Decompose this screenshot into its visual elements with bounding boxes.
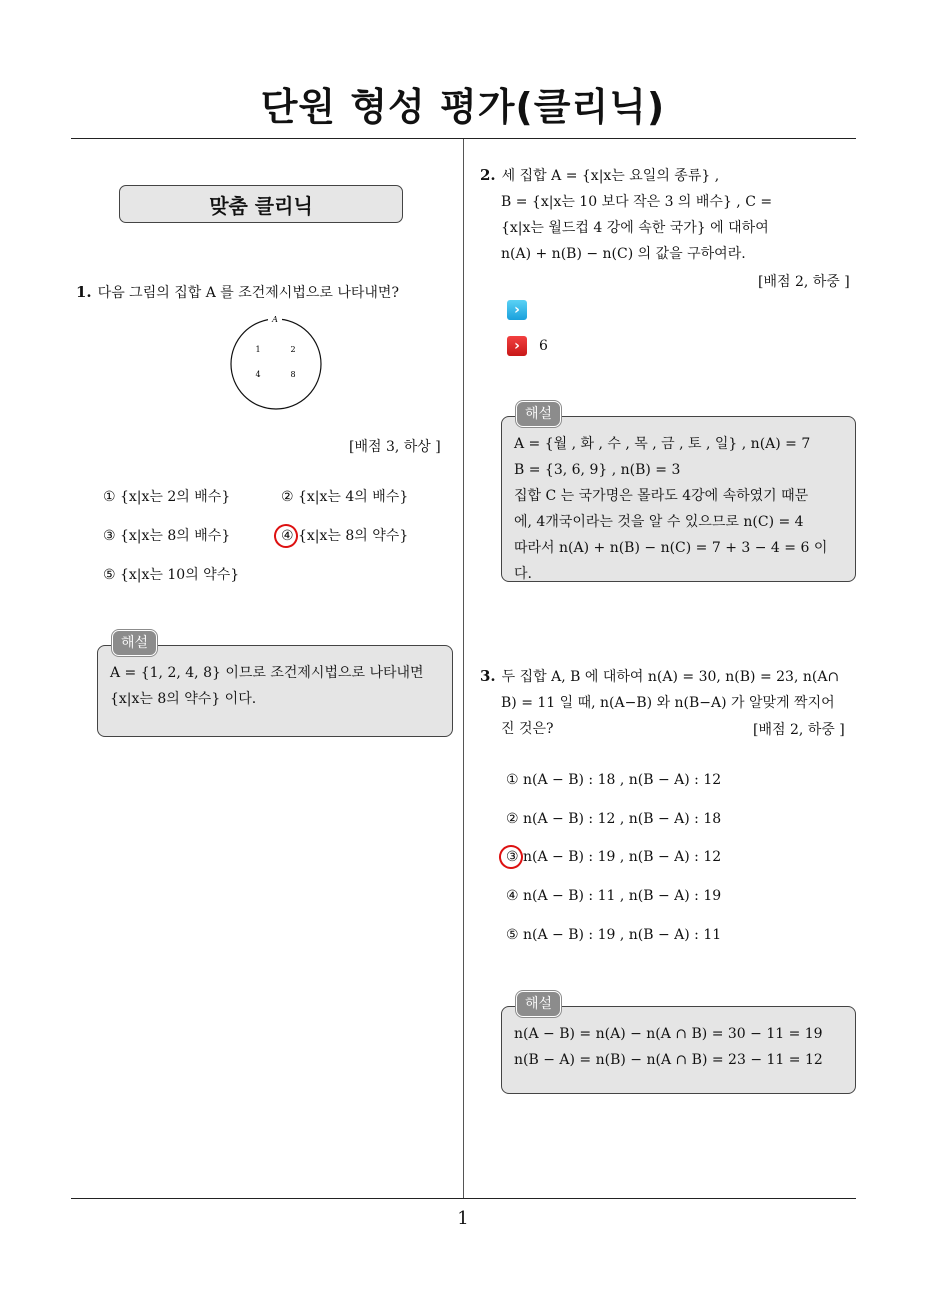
answer-value: 6 bbox=[539, 338, 548, 354]
choice-3[interactable]: ③ n(A − B) : 19 , n(B − A) : 12 bbox=[506, 849, 722, 865]
score-label: [배점 3, 하상 ] bbox=[349, 439, 441, 455]
question-number: 3. bbox=[480, 667, 496, 685]
question-line: B = {x|x는 10 보다 작은 3 의 배수} , C = bbox=[501, 194, 773, 210]
choice-1[interactable]: ① n(A − B) : 18 , n(B − A) : 12 bbox=[506, 772, 722, 788]
score-label: [배점 2, 하중 ] bbox=[753, 722, 845, 738]
column-divider bbox=[463, 139, 464, 1199]
question-2 bbox=[480, 162, 858, 267]
choice-1[interactable]: ① {x|x는 2의 배수} bbox=[103, 489, 231, 505]
page-title: 단원 형성 평가(클리닉) bbox=[260, 85, 666, 129]
venn-element: 2 bbox=[290, 345, 296, 354]
solution-line: {x|x는 8의 약수} 이다. bbox=[110, 691, 257, 707]
choice-3[interactable]: ③ {x|x는 8의 배수} bbox=[103, 528, 231, 544]
solution-tag: 해설 bbox=[516, 401, 561, 427]
solution-line: A = {월 , 화 , 수 , 목 , 금 , 토 , 일} , n(A) = 7 bbox=[514, 436, 811, 452]
solution-line: n(A − B) = n(A) − n(A ∩ B) = 30 − 11 = 19 bbox=[514, 1026, 823, 1042]
solution-box-2 bbox=[501, 406, 856, 582]
question-line: 세 집합 A = {x|x는 요일의 종류} , bbox=[501, 168, 720, 184]
play-icon[interactable]: › bbox=[507, 300, 527, 320]
solution-line: B = {3, 6, 9} , n(B) = 3 bbox=[514, 462, 681, 478]
solution-line: 에, 4개국이라는 것을 알 수 있으므로 n(C) = 4 bbox=[514, 514, 804, 530]
choice-5[interactable]: ⑤ {x|x는 10의 약수} bbox=[103, 567, 240, 583]
question-1 bbox=[76, 279, 456, 306]
venn-element: 8 bbox=[290, 370, 296, 379]
solution-tag: 해설 bbox=[112, 630, 157, 656]
clinic-label: 맞춤 클리닉 bbox=[209, 193, 313, 218]
question-line: B) = 11 일 때, n(A−B) 와 n(B−A) 가 알맞게 짝지어 bbox=[501, 695, 835, 711]
solution-line: A = {1, 2, 4, 8} 이므로 조건제시법으로 나타내면 bbox=[110, 665, 424, 681]
venn-set-label: A bbox=[272, 315, 278, 324]
question-number: 1. bbox=[76, 283, 92, 301]
solution-line: 집합 C 는 국가명은 몰라도 4강에 속하였기 때문 bbox=[514, 488, 809, 504]
answer-icon[interactable]: › bbox=[507, 336, 527, 356]
choice-2[interactable]: ② n(A − B) : 12 , n(B − A) : 18 bbox=[506, 811, 722, 827]
solution-line: 따라서 n(A) + n(B) − n(C) = 7 + 3 − 4 = 6 이다. bbox=[514, 540, 828, 582]
question-line: n(A) + n(B) − n(C) 의 값을 구하여라. bbox=[501, 246, 746, 262]
clinic-header-box bbox=[119, 185, 403, 223]
venn-element: 4 bbox=[255, 370, 261, 379]
solution-box-1 bbox=[97, 635, 453, 737]
score-label: [배점 2, 하중 ] bbox=[758, 274, 850, 290]
question-text: 다음 그림의 집합 A 를 조건제시법으로 나타내면? bbox=[97, 285, 399, 301]
choice-2[interactable]: ② {x|x는 4의 배수} bbox=[281, 489, 409, 505]
venn-circle bbox=[231, 319, 321, 409]
choice-4[interactable]: ④ {x|x는 8의 약수} bbox=[281, 528, 409, 544]
venn-diagram bbox=[228, 313, 328, 413]
question-line: 두 집합 A, B 에 대하여 n(A) = 30, n(B) = 23, n(A∩ bbox=[501, 669, 840, 685]
solution-line: n(B − A) = n(B) − n(A ∩ B) = 23 − 11 = 12 bbox=[514, 1052, 823, 1068]
question-number: 2. bbox=[480, 166, 496, 184]
solution-tag: 해설 bbox=[516, 991, 561, 1017]
choice-5[interactable]: ⑤ n(A − B) : 19 , n(B − A) : 11 bbox=[506, 927, 722, 943]
choice-4[interactable]: ④ n(A − B) : 11 , n(B − A) : 19 bbox=[506, 888, 722, 904]
question-line: {x|x는 월드컵 4 강에 속한 국가} 에 대하여 bbox=[501, 220, 769, 236]
question-line: 진 것은? bbox=[501, 721, 554, 737]
bottom-rule bbox=[71, 1198, 856, 1199]
solution-box-3 bbox=[501, 996, 856, 1094]
page-number: 1 bbox=[457, 1208, 469, 1229]
venn-element: 1 bbox=[255, 345, 261, 354]
